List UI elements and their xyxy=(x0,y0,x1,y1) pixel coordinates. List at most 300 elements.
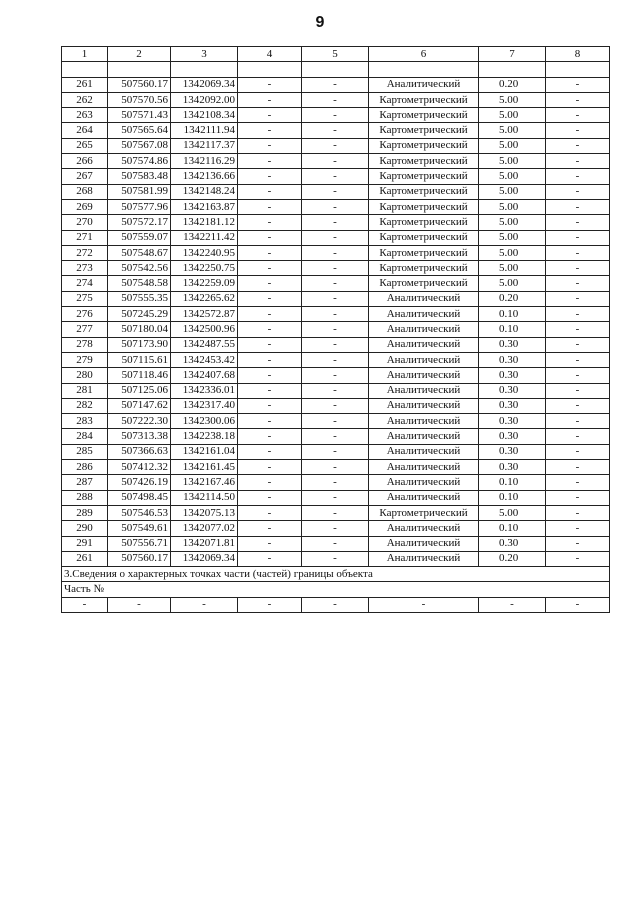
y-coordinate-cell: 1342108.34 xyxy=(171,108,238,123)
col8-cell: - xyxy=(546,199,610,214)
col5-cell: - xyxy=(302,505,369,520)
method-cell: Аналитический xyxy=(369,291,479,306)
table-row xyxy=(62,138,610,153)
accuracy-cell: 0.10 xyxy=(479,475,546,490)
column-number-cell: 6 xyxy=(369,47,479,62)
method-cell: Аналитический xyxy=(369,352,479,367)
col4-cell: - xyxy=(238,92,302,107)
y-coordinate-cell: 1342069.34 xyxy=(171,77,238,92)
col8-cell: - xyxy=(546,138,610,153)
method-cell: Аналитический xyxy=(369,444,479,459)
y-coordinate-cell: 1342092.00 xyxy=(171,92,238,107)
col8-cell: - xyxy=(546,444,610,459)
col8-cell: - xyxy=(546,307,610,322)
method-cell: Картометрический xyxy=(369,154,479,169)
table-row xyxy=(62,490,610,505)
y-coordinate-cell: 1342077.02 xyxy=(171,521,238,536)
table-row xyxy=(62,230,610,245)
part-label: Часть № xyxy=(62,582,610,597)
empty-cell xyxy=(62,62,108,77)
table-row xyxy=(62,199,610,214)
column-number-cell: 4 xyxy=(238,47,302,62)
col8-cell: - xyxy=(546,245,610,260)
x-coordinate-cell: 507559.07 xyxy=(108,230,171,245)
table-row xyxy=(62,322,610,337)
x-coordinate-cell: 507577.96 xyxy=(108,199,171,214)
method-cell: Картометрический xyxy=(369,245,479,260)
x-coordinate-cell: 507125.06 xyxy=(108,383,171,398)
table-row xyxy=(62,460,610,475)
point-number-cell: 271 xyxy=(62,230,108,245)
table-row xyxy=(62,398,610,413)
accuracy-cell: 5.00 xyxy=(479,230,546,245)
col5-cell: - xyxy=(302,291,369,306)
part-cell: - xyxy=(171,597,238,612)
accuracy-cell: 0.10 xyxy=(479,307,546,322)
col5-cell: - xyxy=(302,368,369,383)
boundary-points-table xyxy=(61,46,610,613)
table-row xyxy=(62,505,610,520)
col5-cell: - xyxy=(302,460,369,475)
col5-cell: - xyxy=(302,138,369,153)
point-number-cell: 283 xyxy=(62,414,108,429)
col5-cell: - xyxy=(302,92,369,107)
x-coordinate-cell: 507548.58 xyxy=(108,276,171,291)
point-number-cell: 277 xyxy=(62,322,108,337)
y-coordinate-cell: 1342148.24 xyxy=(171,184,238,199)
x-coordinate-cell: 507560.17 xyxy=(108,551,171,566)
method-cell: Картометрический xyxy=(369,215,479,230)
x-coordinate-cell: 507222.30 xyxy=(108,414,171,429)
y-coordinate-cell: 1342161.45 xyxy=(171,460,238,475)
point-number-cell: 285 xyxy=(62,444,108,459)
section-title: 3.Сведения о характерных точках части (частей) границы объекта xyxy=(62,567,610,582)
method-cell: Картометрический xyxy=(369,230,479,245)
col4-cell: - xyxy=(238,108,302,123)
col4-cell: - xyxy=(238,368,302,383)
point-number-cell: 276 xyxy=(62,307,108,322)
column-number-cell: 2 xyxy=(108,47,171,62)
col5-cell: - xyxy=(302,352,369,367)
accuracy-cell: 5.00 xyxy=(479,92,546,107)
column-number-cell: 3 xyxy=(171,47,238,62)
col5-cell: - xyxy=(302,184,369,199)
col8-cell: - xyxy=(546,551,610,566)
col4-cell: - xyxy=(238,276,302,291)
method-cell: Картометрический xyxy=(369,123,479,138)
section-title-row xyxy=(62,567,610,582)
accuracy-cell: 0.10 xyxy=(479,521,546,536)
col8-cell: - xyxy=(546,215,610,230)
col5-cell: - xyxy=(302,215,369,230)
table-row xyxy=(62,77,610,92)
accuracy-cell: 5.00 xyxy=(479,276,546,291)
method-cell: Аналитический xyxy=(369,322,479,337)
empty-cell xyxy=(479,62,546,77)
empty-cell xyxy=(546,62,610,77)
y-coordinate-cell: 1342250.75 xyxy=(171,261,238,276)
table-row xyxy=(62,108,610,123)
table-row xyxy=(62,444,610,459)
table-body xyxy=(62,47,610,613)
accuracy-cell: 5.00 xyxy=(479,154,546,169)
point-number-cell: 273 xyxy=(62,261,108,276)
column-number-cell: 5 xyxy=(302,47,369,62)
col4-cell: - xyxy=(238,429,302,444)
table-row xyxy=(62,92,610,107)
col8-cell: - xyxy=(546,414,610,429)
x-coordinate-cell: 507546.53 xyxy=(108,505,171,520)
x-coordinate-cell: 507583.48 xyxy=(108,169,171,184)
accuracy-cell: 0.30 xyxy=(479,398,546,413)
method-cell: Картометрический xyxy=(369,108,479,123)
method-cell: Аналитический xyxy=(369,460,479,475)
table-row xyxy=(62,429,610,444)
col4-cell: - xyxy=(238,199,302,214)
table-row xyxy=(62,215,610,230)
col4-cell: - xyxy=(238,291,302,306)
point-number-cell: 261 xyxy=(62,551,108,566)
col8-cell: - xyxy=(546,460,610,475)
col4-cell: - xyxy=(238,184,302,199)
part-cell: - xyxy=(62,597,108,612)
accuracy-cell: 5.00 xyxy=(479,108,546,123)
col5-cell: - xyxy=(302,337,369,352)
accuracy-cell: 0.30 xyxy=(479,460,546,475)
x-coordinate-cell: 507313.38 xyxy=(108,429,171,444)
table-row xyxy=(62,184,610,199)
table-row xyxy=(62,291,610,306)
col5-cell: - xyxy=(302,536,369,551)
empty-cell xyxy=(171,62,238,77)
x-coordinate-cell: 507115.61 xyxy=(108,352,171,367)
y-coordinate-cell: 1342111.94 xyxy=(171,123,238,138)
point-number-cell: 290 xyxy=(62,521,108,536)
x-coordinate-cell: 507548.67 xyxy=(108,245,171,260)
accuracy-cell: 0.30 xyxy=(479,444,546,459)
point-number-cell: 291 xyxy=(62,536,108,551)
col4-cell: - xyxy=(238,383,302,398)
col5-cell: - xyxy=(302,429,369,444)
accuracy-cell: 0.30 xyxy=(479,383,546,398)
y-coordinate-cell: 1342181.12 xyxy=(171,215,238,230)
method-cell: Картометрический xyxy=(369,184,479,199)
col5-cell: - xyxy=(302,123,369,138)
column-number-cell: 8 xyxy=(546,47,610,62)
point-number-cell: 264 xyxy=(62,123,108,138)
accuracy-cell: 0.30 xyxy=(479,429,546,444)
accuracy-cell: 5.00 xyxy=(479,245,546,260)
x-coordinate-cell: 507574.86 xyxy=(108,154,171,169)
x-coordinate-cell: 507498.45 xyxy=(108,490,171,505)
col8-cell: - xyxy=(546,429,610,444)
method-cell: Аналитический xyxy=(369,429,479,444)
x-coordinate-cell: 507118.46 xyxy=(108,368,171,383)
x-coordinate-cell: 507565.64 xyxy=(108,123,171,138)
method-cell: Аналитический xyxy=(369,307,479,322)
method-cell: Аналитический xyxy=(369,383,479,398)
col4-cell: - xyxy=(238,536,302,551)
method-cell: Картометрический xyxy=(369,169,479,184)
y-coordinate-cell: 1342500.96 xyxy=(171,322,238,337)
table-row xyxy=(62,276,610,291)
accuracy-cell: 5.00 xyxy=(479,123,546,138)
col5-cell: - xyxy=(302,398,369,413)
accuracy-cell: 0.30 xyxy=(479,368,546,383)
col8-cell: - xyxy=(546,169,610,184)
method-cell: Аналитический xyxy=(369,536,479,551)
table-row xyxy=(62,261,610,276)
method-cell: Аналитический xyxy=(369,77,479,92)
col8-cell: - xyxy=(546,184,610,199)
col5-cell: - xyxy=(302,230,369,245)
col5-cell: - xyxy=(302,490,369,505)
accuracy-cell: 0.10 xyxy=(479,490,546,505)
x-coordinate-cell: 507147.62 xyxy=(108,398,171,413)
accuracy-cell: 0.30 xyxy=(479,352,546,367)
method-cell: Аналитический xyxy=(369,475,479,490)
table-row xyxy=(62,169,610,184)
col4-cell: - xyxy=(238,261,302,276)
col5-cell: - xyxy=(302,154,369,169)
point-number-cell: 275 xyxy=(62,291,108,306)
col4-cell: - xyxy=(238,352,302,367)
part-cell: - xyxy=(302,597,369,612)
table-row xyxy=(62,337,610,352)
col8-cell: - xyxy=(546,322,610,337)
method-cell: Аналитический xyxy=(369,551,479,566)
table-row xyxy=(62,368,610,383)
x-coordinate-cell: 507555.35 xyxy=(108,291,171,306)
accuracy-cell: 5.00 xyxy=(479,184,546,199)
col4-cell: - xyxy=(238,230,302,245)
empty-cell xyxy=(238,62,302,77)
col4-cell: - xyxy=(238,154,302,169)
x-coordinate-cell: 507542.56 xyxy=(108,261,171,276)
point-number-cell: 265 xyxy=(62,138,108,153)
point-number-cell: 289 xyxy=(62,505,108,520)
point-number-cell: 284 xyxy=(62,429,108,444)
col4-cell: - xyxy=(238,398,302,413)
table-row xyxy=(62,154,610,169)
point-number-cell: 278 xyxy=(62,337,108,352)
accuracy-cell: 0.30 xyxy=(479,337,546,352)
column-number-cell: 1 xyxy=(62,47,108,62)
col8-cell: - xyxy=(546,77,610,92)
y-coordinate-cell: 1342265.62 xyxy=(171,291,238,306)
accuracy-cell: 0.20 xyxy=(479,77,546,92)
y-coordinate-cell: 1342167.46 xyxy=(171,475,238,490)
col8-cell: - xyxy=(546,123,610,138)
method-cell: Аналитический xyxy=(369,398,479,413)
x-coordinate-cell: 507571.43 xyxy=(108,108,171,123)
accuracy-cell: 5.00 xyxy=(479,199,546,214)
col5-cell: - xyxy=(302,77,369,92)
point-number-cell: 270 xyxy=(62,215,108,230)
y-coordinate-cell: 1342071.81 xyxy=(171,536,238,551)
col5-cell: - xyxy=(302,245,369,260)
x-coordinate-cell: 507173.90 xyxy=(108,337,171,352)
col8-cell: - xyxy=(546,505,610,520)
x-coordinate-cell: 507560.17 xyxy=(108,77,171,92)
point-number-cell: 280 xyxy=(62,368,108,383)
col5-cell: - xyxy=(302,108,369,123)
col4-cell: - xyxy=(238,490,302,505)
x-coordinate-cell: 507549.61 xyxy=(108,521,171,536)
col8-cell: - xyxy=(546,230,610,245)
method-cell: Аналитический xyxy=(369,521,479,536)
table-row xyxy=(62,383,610,398)
point-number-cell: 287 xyxy=(62,475,108,490)
table-row xyxy=(62,551,610,566)
col5-cell: - xyxy=(302,199,369,214)
method-cell: Картометрический xyxy=(369,199,479,214)
table-row xyxy=(62,352,610,367)
y-coordinate-cell: 1342136.66 xyxy=(171,169,238,184)
col8-cell: - xyxy=(546,261,610,276)
accuracy-cell: 5.00 xyxy=(479,261,546,276)
accuracy-cell: 5.00 xyxy=(479,138,546,153)
col8-cell: - xyxy=(546,337,610,352)
y-coordinate-cell: 1342114.50 xyxy=(171,490,238,505)
point-number-cell: 269 xyxy=(62,199,108,214)
col4-cell: - xyxy=(238,307,302,322)
y-coordinate-cell: 1342069.34 xyxy=(171,551,238,566)
x-coordinate-cell: 507412.32 xyxy=(108,460,171,475)
col5-cell: - xyxy=(302,444,369,459)
col4-cell: - xyxy=(238,245,302,260)
method-cell: Аналитический xyxy=(369,490,479,505)
x-coordinate-cell: 507572.17 xyxy=(108,215,171,230)
col4-cell: - xyxy=(238,138,302,153)
col4-cell: - xyxy=(238,505,302,520)
y-coordinate-cell: 1342407.68 xyxy=(171,368,238,383)
part-cell: - xyxy=(546,597,610,612)
table-row xyxy=(62,414,610,429)
part-cell: - xyxy=(238,597,302,612)
col8-cell: - xyxy=(546,475,610,490)
method-cell: Аналитический xyxy=(369,414,479,429)
method-cell: Картометрический xyxy=(369,261,479,276)
accuracy-cell: 5.00 xyxy=(479,215,546,230)
y-coordinate-cell: 1342259.09 xyxy=(171,276,238,291)
method-cell: Картометрический xyxy=(369,138,479,153)
col8-cell: - xyxy=(546,383,610,398)
part-cell: - xyxy=(479,597,546,612)
accuracy-cell: 0.30 xyxy=(479,414,546,429)
col5-cell: - xyxy=(302,169,369,184)
col8-cell: - xyxy=(546,368,610,383)
col4-cell: - xyxy=(238,460,302,475)
point-number-cell: 279 xyxy=(62,352,108,367)
col5-cell: - xyxy=(302,322,369,337)
y-coordinate-cell: 1342163.87 xyxy=(171,199,238,214)
col5-cell: - xyxy=(302,261,369,276)
accuracy-cell: 5.00 xyxy=(479,505,546,520)
method-cell: Картометрический xyxy=(369,276,479,291)
point-number-cell: 267 xyxy=(62,169,108,184)
point-number-cell: 282 xyxy=(62,398,108,413)
col4-cell: - xyxy=(238,521,302,536)
col8-cell: - xyxy=(546,536,610,551)
part-label-row xyxy=(62,582,610,597)
y-coordinate-cell: 1342211.42 xyxy=(171,230,238,245)
x-coordinate-cell: 507426.19 xyxy=(108,475,171,490)
col5-cell: - xyxy=(302,414,369,429)
col4-cell: - xyxy=(238,169,302,184)
x-coordinate-cell: 507366.63 xyxy=(108,444,171,459)
empty-cell xyxy=(369,62,479,77)
method-cell: Аналитический xyxy=(369,337,479,352)
page-number: 9 xyxy=(315,14,325,31)
col4-cell: - xyxy=(238,414,302,429)
table-row xyxy=(62,245,610,260)
col4-cell: - xyxy=(238,77,302,92)
method-cell: Картометрический xyxy=(369,92,479,107)
point-number-cell: 266 xyxy=(62,154,108,169)
empty-cell xyxy=(108,62,171,77)
col8-cell: - xyxy=(546,108,610,123)
part-cell: - xyxy=(108,597,171,612)
col8-cell: - xyxy=(546,154,610,169)
y-coordinate-cell: 1342240.95 xyxy=(171,245,238,260)
col5-cell: - xyxy=(302,383,369,398)
col5-cell: - xyxy=(302,475,369,490)
col8-cell: - xyxy=(546,291,610,306)
method-cell: Аналитический xyxy=(369,368,479,383)
point-number-cell: 272 xyxy=(62,245,108,260)
accuracy-cell: 0.20 xyxy=(479,291,546,306)
col8-cell: - xyxy=(546,276,610,291)
table-row xyxy=(62,123,610,138)
col4-cell: - xyxy=(238,551,302,566)
col5-cell: - xyxy=(302,307,369,322)
x-coordinate-cell: 507581.99 xyxy=(108,184,171,199)
col8-cell: - xyxy=(546,352,610,367)
empty-cell xyxy=(302,62,369,77)
col8-cell: - xyxy=(546,92,610,107)
table-row xyxy=(62,307,610,322)
col5-cell: - xyxy=(302,276,369,291)
col4-cell: - xyxy=(238,444,302,459)
point-number-cell: 274 xyxy=(62,276,108,291)
col8-cell: - xyxy=(546,398,610,413)
part-cell: - xyxy=(369,597,479,612)
col5-cell: - xyxy=(302,551,369,566)
x-coordinate-cell: 507567.08 xyxy=(108,138,171,153)
accuracy-cell: 0.30 xyxy=(479,536,546,551)
y-coordinate-cell: 1342161.04 xyxy=(171,444,238,459)
col8-cell: - xyxy=(546,521,610,536)
col5-cell: - xyxy=(302,521,369,536)
y-coordinate-cell: 1342238.18 xyxy=(171,429,238,444)
y-coordinate-cell: 1342117.37 xyxy=(171,138,238,153)
col4-cell: - xyxy=(238,215,302,230)
x-coordinate-cell: 507556.71 xyxy=(108,536,171,551)
y-coordinate-cell: 1342317.40 xyxy=(171,398,238,413)
x-coordinate-cell: 507245.29 xyxy=(108,307,171,322)
accuracy-cell: 0.20 xyxy=(479,551,546,566)
point-number-cell: 262 xyxy=(62,92,108,107)
col4-cell: - xyxy=(238,322,302,337)
table-row xyxy=(62,475,610,490)
column-number-row xyxy=(62,47,610,62)
x-coordinate-cell: 507570.56 xyxy=(108,92,171,107)
col4-cell: - xyxy=(238,475,302,490)
accuracy-cell: 0.10 xyxy=(479,322,546,337)
column-number-cell: 7 xyxy=(479,47,546,62)
point-number-cell: 268 xyxy=(62,184,108,199)
